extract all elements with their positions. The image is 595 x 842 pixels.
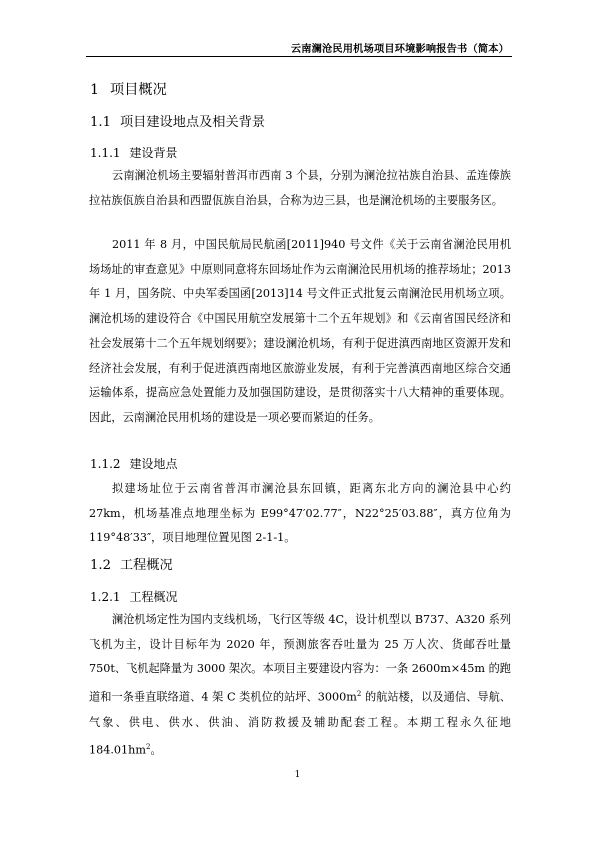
paragraph-project-overview — [89, 608, 511, 764]
page-number: 1 — [294, 770, 301, 780]
header-divider — [86, 56, 512, 57]
section-title: 项目建设地点及相关背景 — [119, 115, 266, 130]
section-heading-1-2 — [90, 554, 173, 573]
superscript-2: 2 — [356, 690, 362, 699]
paragraph-background-1: 云南澜沧机场主要辐射普洱市西南 3 个县，分别为澜沧拉祜族自治县、孟连傣族拉祜族佤族自治县和西盟佤族自治县，合称为边三县，也是澜沧机场的主要服务区。 — [89, 169, 511, 207]
section-number: 1.2.1 — [90, 590, 121, 604]
section-number: 1.1 — [90, 115, 111, 130]
section-heading-1-1-1 — [90, 144, 178, 161]
overview-text-end: 。 — [150, 743, 162, 757]
section-heading-1-1 — [90, 111, 265, 130]
overview-text-mid: 的航站楼，以及通信、导航、气象、供电、供水、供油、消防救援及辅助配套工程。本期工程永久征地 184.01hm — [89, 690, 511, 757]
section-heading-1-2-1 — [90, 588, 178, 605]
section-number: 1.1.2 — [90, 457, 121, 471]
section-number: 1.1.1 — [90, 146, 121, 160]
section-number: 1.2 — [90, 558, 111, 573]
section-title: 项目概况 — [110, 82, 167, 98]
section-title: 建设背景 — [129, 146, 178, 160]
overview-text-main: 澜沧机场定性为国内支线机场，飞行区等级 4C，设计机型以 B737、A320 系列飞机为主，设计目标年为 2020 年，预测旅客吞吐量为 25 万人次、货邮吞吐量 750t、飞机起降量为 3000 架次。本项目主要建设内容为：一条 2600m×45m 的跑道和一条垂直联络道、4 架 C 类机位的站坪、3000m — [89, 613, 511, 704]
section-heading-1-1-2 — [90, 455, 178, 472]
section-heading-1 — [90, 79, 167, 99]
section-title: 建设地点 — [129, 457, 178, 471]
paragraph-location: 拟建场址位于云南省普洱市澜沧县东回镇，距离东北方向的澜沧县中心约 27km，机场基准点地理坐标为 E99°47′02.77″，N22°25′03.88″，真方位角为 119°48′33″，项目地理位置见图 2-1-1。 — [89, 482, 511, 545]
running-header-title: 云南澜沧民用机场项目环境影响报告书（简本） — [290, 43, 509, 55]
section-number: 1 — [90, 82, 100, 98]
section-title: 工程概况 — [119, 558, 173, 573]
paragraph-background-2: 2011 年 8 月，中国民航局民航函[2011]940 号文件《关于云南省澜沧民用机场场址的审查意见》中原则同意将东回场址作为云南澜沧民用机场的推荐场址；2013 年 1 月，国务院、中央军委国函[2013]14 号文件正式批复云南澜沧民用机场立项。澜沧机场的建设符合《中国民用航空发展第十二个五年规划》和《云南省国民经济和社会发展第十二个五年规划纲要》；建设澜沧机场，有利于促进滇西南地区资源开发和经济社会发展，有利于促进滇西南地区旅游业发展，有利于完善滇西南地区综合交通运输体系，提高应急处置能力及加强国防建设，是贯彻落实十八大精神的重要体现。因此，云南澜沧民用机场的建设是一项必要而紧迫的任务。 — [89, 238, 511, 424]
superscript-2: 2 — [145, 743, 151, 752]
section-title: 工程概况 — [129, 590, 178, 604]
